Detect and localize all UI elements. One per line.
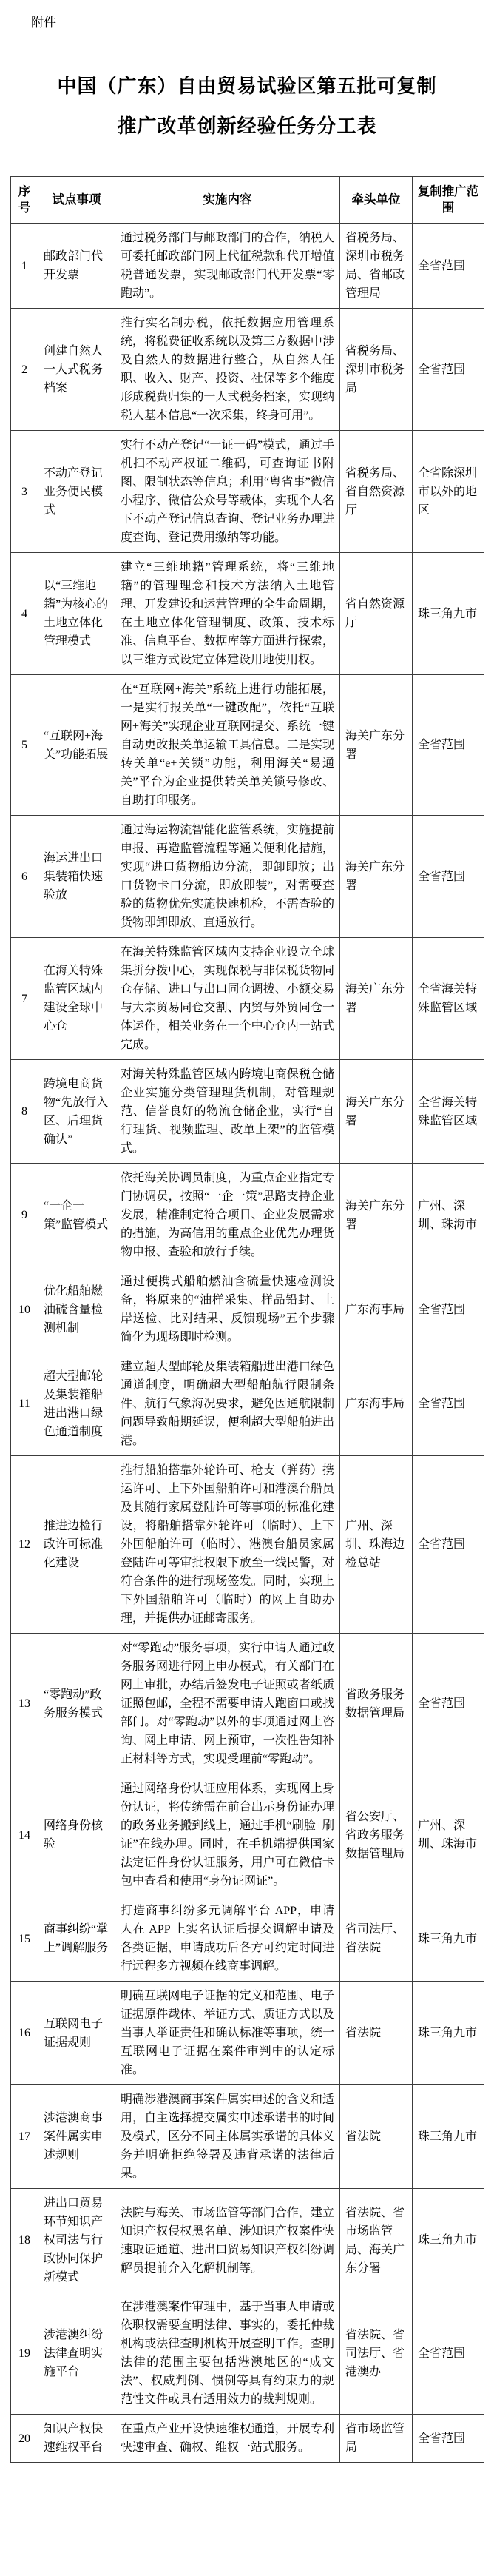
table-row	[11, 2292, 484, 2415]
cell-no: 15	[11, 1896, 38, 1982]
table-row	[11, 1164, 484, 1267]
cell-item: 海运进出口集装箱快速验放	[38, 816, 115, 938]
cell-scope: 全省范围	[413, 1352, 484, 1456]
table-row	[11, 431, 484, 553]
cell-lead: 省税务局、深圳市税务局	[340, 309, 413, 431]
cell-item: 网络身份核验	[38, 1774, 115, 1896]
cell-no: 4	[11, 553, 38, 675]
cell-no: 13	[11, 1634, 38, 1774]
table-row	[11, 2415, 484, 2463]
table-row	[11, 2189, 484, 2292]
cell-no: 19	[11, 2292, 38, 2415]
document-title	[13, 67, 481, 147]
cell-lead: 省自然资源厅	[340, 553, 413, 675]
table-row	[11, 1352, 484, 1456]
cell-item: 优化船舶燃油硫含量检测机制	[38, 1267, 115, 1352]
cell-no: 7	[11, 938, 38, 1060]
document-title-line2: 推广改革创新经验任务分工表	[117, 115, 377, 137]
table-body	[11, 224, 484, 2463]
cell-no: 17	[11, 2085, 38, 2189]
cell-item: “一企一策”监管模式	[38, 1164, 115, 1267]
cell-lead: 海关广东分署	[340, 675, 413, 816]
cell-scope: 全省海关特殊监管区域	[413, 1060, 484, 1164]
cell-content: 明确互联网电子证据的定义和范围、电子证据原件载体、举证方式、质证方式以及当事人举证责任和确认标准等事项，统一互联网电子证据在案件审判中的认定标准。	[115, 1982, 340, 2085]
cell-no: 12	[11, 1456, 38, 1634]
table-row	[11, 1634, 484, 1774]
cell-item: 推进边检行政许可标准化建设	[38, 1456, 115, 1634]
header-content: 实施内容	[115, 177, 340, 224]
cell-content: 通过网络身份认证应用体系，实现网上身份认证，将传统需在前台出示身份证办理的政务业务搬到线上，通过手机“刷脸+刷证”在线办理。同时，在手机端提供国家法定证件身份认证服务，用户可在微信卡包中查看和使用“身份证网证”。	[115, 1774, 340, 1896]
cell-scope: 全省范围	[413, 309, 484, 431]
cell-scope: 全省范围	[413, 2292, 484, 2415]
cell-item: 商事纠纷“掌上”调解服务	[38, 1896, 115, 1982]
cell-content: 实行不动产登记“一证一码”模式，通过手机扫不动产权证二维码，可查询证书附图、限制状态等信息；利用“粤省事”微信小程序、微信公众号等载体，实现个人名下不动产登记信息查询、登记业务办理进度查询、登记费用缴纳等功能。	[115, 431, 340, 553]
cell-lead: 省税务局、深圳市税务局、省邮政管理局	[340, 224, 413, 309]
document-title-line1: 中国（广东）自由贸易试验区第五批可复制	[57, 76, 437, 97]
cell-lead: 省法院、省司法厅、省港澳办	[340, 2292, 413, 2415]
header-item: 试点事项	[38, 177, 115, 224]
cell-content: 通过海运物流智能化监管系统，实施提前申报、再造监管流程等通关便利化措施，实现“进口货物船边分流，即卸即放；出口货物卡口分流，即放即装”，对需要查验的货物优先实施快速机检，不需查验的货物即卸即放、直通放行。	[115, 816, 340, 938]
cell-scope: 全省范围	[413, 1267, 484, 1352]
table-row	[11, 1456, 484, 1634]
cell-content: 在海关特殊监管区域内支持企业设立全球集拼分拨中心，实现保税与非保税货物同仓存储、进口与出口同仓调拨、小额交易与大宗贸易同仓交割、内贸与外贸同仓一体运作，相关业务在一个中心仓内一站式完成。	[115, 938, 340, 1060]
cell-scope: 珠三角九市	[413, 2189, 484, 2292]
attachment-label: 附件	[31, 16, 56, 30]
cell-scope: 全省除深圳市以外的地区	[413, 431, 484, 553]
cell-lead: 省法院	[340, 1982, 413, 2085]
cell-lead: 省政务服务数据管理局	[340, 1634, 413, 1774]
header-lead: 牵头单位	[340, 177, 413, 224]
cell-scope: 全省范围	[413, 816, 484, 938]
cell-item: 邮政部门代开发票	[38, 224, 115, 309]
cell-item: 以“三维地籍”为核心的土地立体化管理模式	[38, 553, 115, 675]
cell-content: 在“互联网+海关”系统上进行功能拓展，一是实行报关单“一键改配”，依托“互联网+海关”实现企业互联网提交、系统一键自动更改报关单运输工具信息。二是实现转关单“e+关锁”功能，利用海关“易通关”平台为企业提供转关单关锁号修改、自助打印服务。	[115, 675, 340, 816]
cell-content: 法院与海关、市场监管等部门合作，建立知识产权侵权黑名单、涉知识产权案件快速取证通道、进出口贸易知识产权纠纷调解员提前介入化解机制等。	[115, 2189, 340, 2292]
cell-scope: 全省范围	[413, 675, 484, 816]
cell-item: 不动产登记业务便民模式	[38, 431, 115, 553]
cell-scope: 全省范围	[413, 1634, 484, 1774]
cell-content: 通过便携式船舶燃油含硫量快速检测设备，将原来的“油样采集、样品铅封、上岸送检、比对结果、反馈现场”五个步骤简化为现场即时检测。	[115, 1267, 340, 1352]
task-division-table	[10, 176, 484, 2463]
cell-lead: 海关广东分署	[340, 938, 413, 1060]
cell-no: 16	[11, 1982, 38, 2085]
cell-no: 2	[11, 309, 38, 431]
table-row	[11, 2085, 484, 2189]
table-row	[11, 1774, 484, 1896]
cell-content: 建立超大型邮轮及集装箱船进出港口绿色通道制度，明确超大型船舶航行限制条件、航行气象海况要求，避免因通航限制问题导致船期延误，便利超大型船舶进出港。	[115, 1352, 340, 1456]
cell-item: 涉港澳纠纷法律查明实施平台	[38, 2292, 115, 2415]
header-no: 序号	[11, 177, 38, 224]
table-row	[11, 938, 484, 1060]
cell-no: 20	[11, 2415, 38, 2463]
cell-content: 明确涉港澳商事案件属实申述的含义和适用，自主选择提交属实申述承诺书的时间及模式，区分不同主体属实承诺的具体义务并明确拒绝签署及违背承诺的法律后果。	[115, 2085, 340, 2189]
cell-content: 通过税务部门与邮政部门的合作，纳税人可委托邮政部门网上代征税款和代开增值税普通发票，实现邮政部门代开发票“零跑动”。	[115, 224, 340, 309]
cell-scope: 珠三角九市	[413, 1896, 484, 1982]
cell-scope: 广州、深圳、珠海市	[413, 1164, 484, 1267]
cell-content: 推行实名制办税，依托数据应用管理系统，将税费征收系统以及第三方数据中涉及自然人的数据进行整合，从自然人任职、收入、财产、投资、社保等多个维度形成税费归集的一人式税务档案，实现纳税人基本信息“一次采集，终身可用”。	[115, 309, 340, 431]
cell-no: 18	[11, 2189, 38, 2292]
cell-item: 知识产权快速维权平台	[38, 2415, 115, 2463]
cell-lead: 海关广东分署	[340, 1164, 413, 1267]
cell-item: 跨境电商货物“先放行入区、后理货确认”	[38, 1060, 115, 1164]
cell-lead: 省法院	[340, 2085, 413, 2189]
cell-item: 超大型邮轮及集装箱船进出港口绿色通道制度	[38, 1352, 115, 1456]
cell-lead: 省税务局、省自然资源厅	[340, 431, 413, 553]
table-row	[11, 553, 484, 675]
cell-item: “零跑动”政务服务模式	[38, 1634, 115, 1774]
cell-content: 在重点产业开设快速维权通道，开展专利快速审查、确权、维权一站式服务。	[115, 2415, 340, 2463]
cell-item: “互联网+海关”功能拓展	[38, 675, 115, 816]
cell-scope: 珠三角九市	[413, 1982, 484, 2085]
table-row	[11, 309, 484, 431]
header-scope: 复制推广范围	[413, 177, 484, 224]
table-row	[11, 224, 484, 309]
cell-lead: 省市场监管局	[340, 2415, 413, 2463]
cell-no: 8	[11, 1060, 38, 1164]
table-row	[11, 816, 484, 938]
table-row	[11, 675, 484, 816]
cell-no: 9	[11, 1164, 38, 1267]
cell-content: 对“零跑动”服务事项，实行申请人通过政务服务网进行网上申办模式，有关部门在网上审批，办结后签发电子证照或者纸质证照包邮，全程不需要申请人跑窗口或找部门。对“零跑动”以外的事项通过网上咨询、网上申请、网上预审，一次性告知补正材料等方式，实现受理前“零跑动”。	[115, 1634, 340, 1774]
cell-no: 5	[11, 675, 38, 816]
cell-lead: 广东海事局	[340, 1352, 413, 1456]
cell-lead: 海关广东分署	[340, 1060, 413, 1164]
cell-item: 互联网电子证据规则	[38, 1982, 115, 2085]
cell-scope: 全省海关特殊监管区域	[413, 938, 484, 1060]
table-row	[11, 1060, 484, 1164]
cell-no: 14	[11, 1774, 38, 1896]
cell-no: 6	[11, 816, 38, 938]
table-header-row	[11, 177, 484, 224]
cell-no: 3	[11, 431, 38, 553]
cell-content: 建立“三维地籍”管理系统，将“三维地籍”的管理理念和技术方法纳入土地管理、开发建设和运营管理的全生命周期，在土地立体化管理制度、政策、技术标准、信息平台、数据库等方面进行探索，以三维方式设定立体建设用地使用权。	[115, 553, 340, 675]
cell-lead: 海关广东分署	[340, 816, 413, 938]
cell-item: 在海关特殊监管区域内建设全球中心仓	[38, 938, 115, 1060]
cell-scope: 全省范围	[413, 2415, 484, 2463]
cell-scope: 全省范围	[413, 224, 484, 309]
cell-item: 进出口贸易环节知识产权司法与行政协同保护新模式	[38, 2189, 115, 2292]
cell-lead: 省法院、省市场监管局、海关广东分署	[340, 2189, 413, 2292]
cell-content: 对海关特殊监管区域内跨境电商保税仓储企业实施分类管理理货机制，对管理规范、信誉良好的物流仓储企业，实行“自行理货、视频监理、改单上架”的监管模式。	[115, 1060, 340, 1164]
table-row	[11, 1267, 484, 1352]
cell-content: 依托海关协调员制度，为重点企业指定专门协调员，按照“一企一策”思路支持企业发展，精准制定符合项目、企业发展需求的措施，为高信用的重点企业优先办理货物申报、查验和放行手续。	[115, 1164, 340, 1267]
cell-no: 10	[11, 1267, 38, 1352]
cell-content: 打造商事纠纷多元调解平台 APP，申请人在 APP 上实名认证后提交调解申请及各类证据，申请成功后各方可约定时间进行远程多方视频在线商事调解。	[115, 1896, 340, 1982]
table-row	[11, 1896, 484, 1982]
cell-lead: 广州、深圳、珠海边检总站	[340, 1456, 413, 1634]
cell-scope: 珠三角九市	[413, 2085, 484, 2189]
cell-no: 1	[11, 224, 38, 309]
cell-item: 创建自然人一人式税务档案	[38, 309, 115, 431]
cell-scope: 全省范围	[413, 1456, 484, 1634]
cell-content: 在涉港澳案件审理中，基于当事人申请或依职权需要查明法律、事实的，委托仲裁机构或法律查明机构开展查明工作。查明法律的范围主要包括港澳地区的“成文法”、权威判例、惯例等具有约束力的规范性文件或具有适用效力的裁判规则。	[115, 2292, 340, 2415]
cell-item: 涉港澳商事案件属实申述规则	[38, 2085, 115, 2189]
cell-lead: 省司法厅、省法院	[340, 1896, 413, 1982]
cell-lead: 广东海事局	[340, 1267, 413, 1352]
table-row	[11, 1982, 484, 2085]
cell-lead: 省公安厅、省政务服务数据管理局	[340, 1774, 413, 1896]
cell-no: 11	[11, 1352, 38, 1456]
cell-scope: 珠三角九市	[413, 553, 484, 675]
cell-content: 推行船舶搭靠外轮许可、枪支（弹药）携运许可、上下外国船舶许可和港澳台船员及其随行家属登陆许可等事项的标准化建设，将船舶搭靠外轮许可（临时）、上下外国船舶许可（临时）、港澳台船员家属登陆许可等审批权限下放至一线民警，对符合条件的进行现场签发。同时，实现上下外国船舶许可（临时）的网上自助办理，并提供办证邮寄服务。	[115, 1456, 340, 1634]
cell-scope: 广州、深圳、珠海市	[413, 1774, 484, 1896]
